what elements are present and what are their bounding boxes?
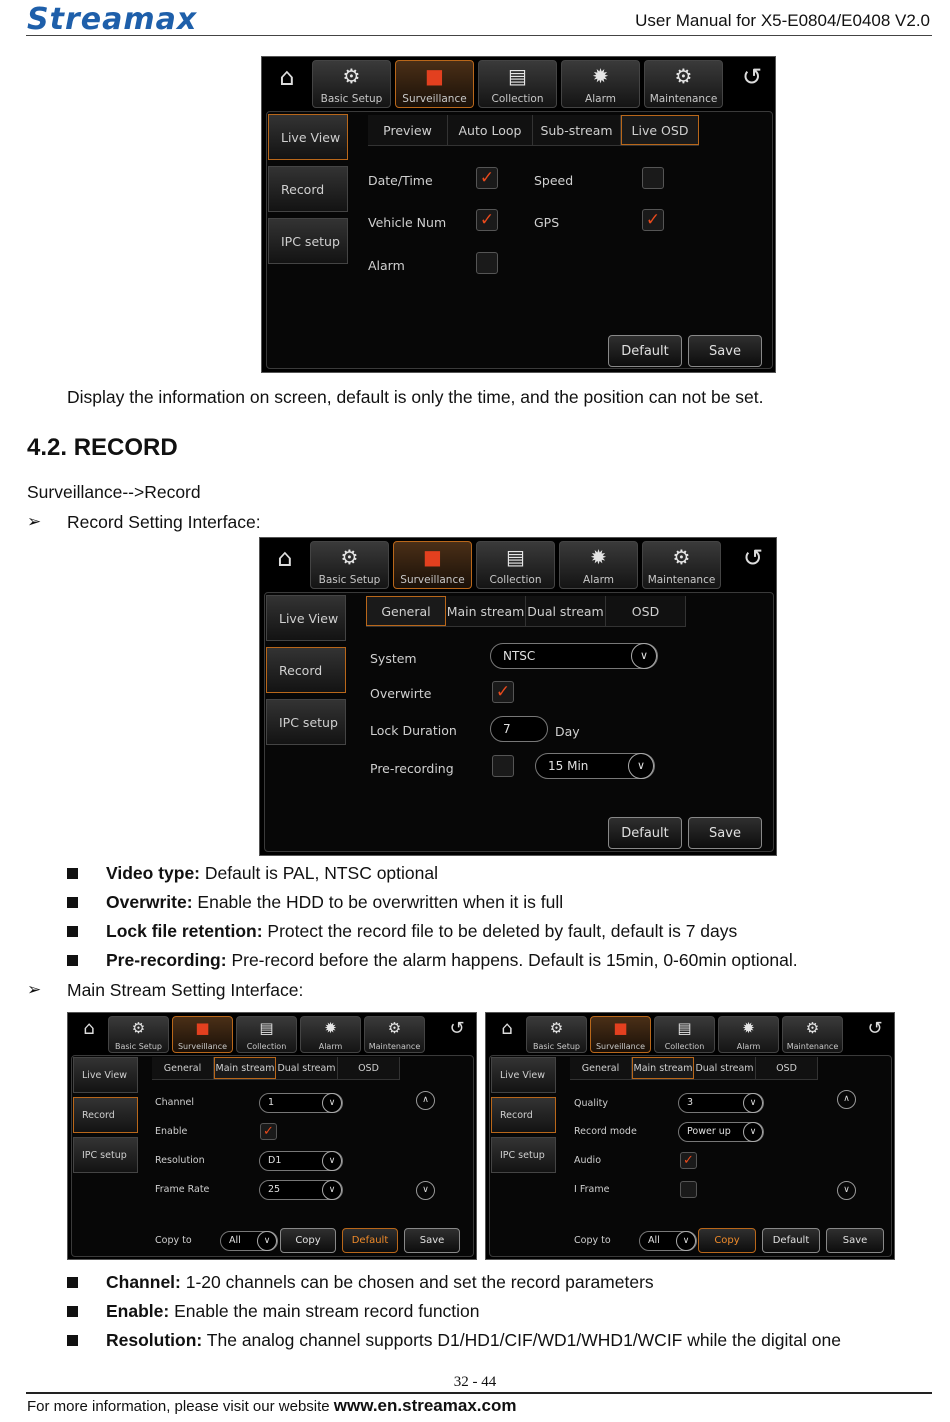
save-button[interactable]: Save bbox=[688, 817, 762, 849]
top-nav bbox=[526, 1016, 843, 1053]
record-general-screenshot bbox=[259, 537, 777, 856]
chevron-down-icon[interactable]: ∨ bbox=[322, 1093, 342, 1113]
gps-checkbox[interactable]: ✓ bbox=[642, 209, 664, 231]
page-number: 32 - 44 bbox=[453, 1374, 497, 1390]
square-bullet-icon bbox=[67, 897, 78, 908]
tab-dual-stream[interactable]: Dual stream bbox=[694, 1057, 756, 1079]
square-bullet-icon bbox=[67, 868, 78, 879]
main-stream-screenshot-1 bbox=[67, 1012, 477, 1260]
vehicle-num-label: Vehicle Num bbox=[368, 215, 447, 230]
bullet-enable: Enable: Enable the main stream record function bbox=[106, 1301, 480, 1321]
document-title: User Manual for X5-E0804/E0408 V2.0 bbox=[635, 11, 930, 30]
nav-basic-setup[interactable]: ⚙ Basic Setup bbox=[312, 60, 391, 108]
home-icon[interactable]: ⌂ bbox=[279, 63, 295, 91]
osd-caption: Display the information on screen, default is only the time, and the position can not be set. bbox=[67, 387, 764, 407]
date-time-label: Date/Time bbox=[368, 173, 433, 188]
section-heading: 4.2. RECORD bbox=[27, 434, 178, 461]
footer-divider bbox=[26, 1392, 932, 1394]
copy-to-label: Copy to bbox=[155, 1235, 192, 1246]
square-bullet-icon bbox=[67, 1335, 78, 1346]
camera-icon: ■ bbox=[425, 64, 444, 88]
chevron-down-icon[interactable]: ∨ bbox=[257, 1231, 277, 1251]
tab-main-stream[interactable]: Main stream bbox=[214, 1057, 276, 1079]
tab-general[interactable]: General bbox=[152, 1057, 214, 1079]
nav-surveillance[interactable]: ■ Surveillance bbox=[172, 1016, 233, 1053]
collection-icon: ▤ bbox=[506, 545, 525, 569]
gear-icon: ⚙ bbox=[342, 64, 361, 88]
gear-icon: ⚙ bbox=[549, 1019, 564, 1037]
side-live-view[interactable]: Live View bbox=[491, 1057, 556, 1093]
maintenance-icon: ⚙ bbox=[387, 1019, 402, 1037]
default-button[interactable]: Default bbox=[762, 1228, 820, 1253]
sub-tabs bbox=[368, 115, 699, 146]
nav-surveillance[interactable]: ■ Surveillance bbox=[395, 60, 474, 108]
audio-label: Audio bbox=[574, 1155, 602, 1166]
maintenance-icon: ⚙ bbox=[674, 64, 693, 88]
side-menu bbox=[268, 114, 348, 264]
side-menu bbox=[491, 1057, 556, 1173]
bullet-channel: Channel: 1-20 channels can be chosen and set the record parameters bbox=[106, 1272, 654, 1292]
chevron-down-icon[interactable]: ∨ bbox=[322, 1151, 342, 1171]
gear-icon: ⚙ bbox=[340, 545, 359, 569]
tab-live-osd[interactable]: Live OSD bbox=[621, 115, 699, 145]
alarm-icon: ✹ bbox=[742, 1019, 755, 1037]
camera-icon: ■ bbox=[423, 545, 442, 569]
main-stream-interface-label: Main Stream Setting Interface: bbox=[67, 980, 304, 1000]
nav-surveillance[interactable]: ■ Surveillance bbox=[590, 1016, 651, 1053]
quality-select[interactable]: 3 ∨ bbox=[678, 1093, 764, 1113]
nav-collection[interactable]: ▤ Collection bbox=[654, 1016, 715, 1053]
lock-unit-label: Day bbox=[555, 724, 580, 739]
top-nav bbox=[310, 541, 721, 589]
gear-icon: ⚙ bbox=[131, 1019, 146, 1037]
streamax-logo: Streamax bbox=[27, 2, 198, 37]
nav-surveillance[interactable]: ■ Surveillance bbox=[393, 541, 472, 589]
alarm-checkbox[interactable] bbox=[476, 252, 498, 274]
nav-basic-setup[interactable]: ⚙ Basic Setup bbox=[108, 1016, 169, 1053]
side-menu bbox=[266, 595, 346, 745]
overwrite-label: Overwirte bbox=[370, 686, 432, 701]
nav-alarm[interactable]: ✹ Alarm bbox=[561, 60, 640, 108]
side-record[interactable]: Record bbox=[268, 166, 348, 212]
resolution-label: Resolution bbox=[155, 1155, 205, 1166]
side-menu bbox=[73, 1057, 138, 1173]
scroll-up-icon[interactable]: ∧ bbox=[837, 1090, 856, 1109]
chevron-down-icon[interactable]: ∨ bbox=[743, 1093, 763, 1113]
record-mode-label: Record mode bbox=[574, 1126, 637, 1137]
nav-maintenance[interactable]: ⚙ Maintenance bbox=[364, 1016, 425, 1053]
side-ipc-setup[interactable]: IPC setup bbox=[73, 1137, 138, 1173]
tab-osd[interactable]: OSD bbox=[338, 1057, 400, 1079]
chevron-down-icon[interactable]: ∨ bbox=[322, 1180, 342, 1200]
alarm-label: Alarm bbox=[368, 258, 405, 273]
nav-alarm[interactable]: ✹ Alarm bbox=[300, 1016, 361, 1053]
footer-text: For more information, please visit our website www.en.streamax.com bbox=[27, 1396, 517, 1415]
pre-recording-select[interactable]: 15 Min ∨ bbox=[535, 753, 655, 779]
save-button[interactable]: Save bbox=[688, 335, 762, 367]
iframe-checkbox[interactable] bbox=[680, 1181, 697, 1198]
tab-osd[interactable]: OSD bbox=[756, 1057, 818, 1079]
chevron-down-icon[interactable]: ∨ bbox=[743, 1122, 763, 1142]
alarm-icon: ✹ bbox=[592, 64, 609, 88]
side-record[interactable]: Record bbox=[491, 1097, 556, 1133]
side-ipc-setup[interactable]: IPC setup bbox=[491, 1137, 556, 1173]
camera-icon: ■ bbox=[195, 1019, 210, 1037]
nav-collection[interactable]: ▤ Collection bbox=[236, 1016, 297, 1053]
square-bullet-icon bbox=[67, 1306, 78, 1317]
square-bullet-icon bbox=[67, 955, 78, 966]
gps-label: GPS bbox=[534, 215, 560, 230]
bullet-overwrite: Overwrite: Enable the HDD to be overwritten when it is full bbox=[106, 892, 564, 912]
nav-basic-setup[interactable]: ⚙ Basic Setup bbox=[310, 541, 389, 589]
speed-label: Speed bbox=[534, 173, 574, 188]
square-bullet-icon bbox=[67, 1277, 78, 1288]
scroll-down-icon[interactable]: ∨ bbox=[837, 1181, 856, 1200]
nav-basic-setup[interactable]: ⚙ Basic Setup bbox=[526, 1016, 587, 1053]
lock-duration-input[interactable]: 7 bbox=[490, 716, 548, 742]
side-record[interactable]: Record bbox=[266, 647, 346, 693]
side-ipc-setup[interactable]: IPC setup bbox=[266, 699, 346, 745]
top-nav bbox=[108, 1016, 425, 1053]
alarm-icon: ✹ bbox=[590, 545, 607, 569]
bullet-lock-file: Lock file retention: Protect the record file to be deleted by fault, default is 7 days bbox=[106, 921, 738, 941]
back-icon[interactable]: ↺ bbox=[741, 63, 763, 91]
top-nav bbox=[312, 60, 723, 108]
square-bullet-icon bbox=[67, 926, 78, 937]
menu-path: Surveillance-->Record bbox=[27, 482, 201, 502]
record-mode-select[interactable]: Power up ∨ bbox=[678, 1122, 764, 1142]
copy-button[interactable]: Copy bbox=[280, 1228, 336, 1253]
tab-main-stream[interactable]: Main stream bbox=[632, 1057, 694, 1079]
default-button[interactable]: Default bbox=[608, 817, 682, 849]
website-link[interactable]: www.en.streamax.com bbox=[333, 1396, 517, 1415]
tab-general[interactable]: General bbox=[366, 596, 446, 626]
scroll-down-icon[interactable]: ∨ bbox=[416, 1181, 435, 1200]
audio-checkbox[interactable]: ✓ bbox=[680, 1152, 697, 1169]
lock-duration-label: Lock Duration bbox=[370, 723, 457, 738]
home-icon[interactable]: ⌂ bbox=[83, 1018, 95, 1039]
resolution-select[interactable]: D1 ∨ bbox=[259, 1151, 343, 1171]
collection-icon: ▤ bbox=[677, 1019, 692, 1037]
save-button[interactable]: Save bbox=[404, 1228, 460, 1253]
system-select[interactable]: NTSC ∨ bbox=[490, 643, 658, 669]
nav-maintenance[interactable]: ⚙ Maintenance bbox=[642, 541, 721, 589]
sub-tabs bbox=[570, 1057, 818, 1080]
back-icon[interactable]: ↺ bbox=[742, 544, 764, 572]
side-live-view[interactable]: Live View bbox=[266, 595, 346, 641]
chevron-down-icon[interactable]: ∨ bbox=[628, 753, 654, 779]
camera-icon: ■ bbox=[613, 1019, 628, 1037]
arrow-bullet-icon: ➢ bbox=[27, 512, 42, 531]
tab-preview[interactable]: Preview bbox=[368, 115, 448, 145]
enable-checkbox[interactable]: ✓ bbox=[260, 1123, 277, 1140]
tab-osd[interactable]: OSD bbox=[606, 596, 686, 626]
maintenance-icon: ⚙ bbox=[805, 1019, 820, 1037]
default-button[interactable]: Default bbox=[608, 335, 682, 367]
channel-select[interactable]: 1 ∨ bbox=[259, 1093, 343, 1113]
nav-alarm[interactable]: ✹ Alarm bbox=[718, 1016, 779, 1053]
side-record[interactable]: Record bbox=[73, 1097, 138, 1133]
back-icon[interactable]: ↺ bbox=[449, 1018, 465, 1039]
frame-rate-label: Frame Rate bbox=[155, 1184, 210, 1195]
save-button[interactable]: Save bbox=[826, 1228, 884, 1253]
nav-collection[interactable]: ▤ Collection bbox=[478, 60, 557, 108]
copy-to-select[interactable]: All ∨ bbox=[639, 1231, 697, 1251]
channel-label: Channel bbox=[155, 1097, 195, 1108]
pre-recording-label: Pre-recording bbox=[370, 761, 454, 776]
nav-collection[interactable]: ▤ Collection bbox=[476, 541, 555, 589]
alarm-icon: ✹ bbox=[324, 1019, 337, 1037]
bullet-pre-recording: Pre-recording: Pre-record before the alarm happens. Default is 15min, 0-60min optional. bbox=[106, 950, 798, 970]
date-time-checkbox[interactable]: ✓ bbox=[476, 167, 498, 189]
side-live-view[interactable]: Live View bbox=[268, 114, 348, 160]
home-icon[interactable]: ⌂ bbox=[277, 544, 293, 572]
iframe-label: I Frame bbox=[574, 1184, 610, 1195]
vehicle-num-checkbox[interactable]: ✓ bbox=[476, 209, 498, 231]
system-label: System bbox=[370, 651, 417, 666]
tab-dual-stream[interactable]: Dual stream bbox=[276, 1057, 338, 1079]
chevron-down-icon[interactable]: ∨ bbox=[631, 643, 657, 669]
tab-general[interactable]: General bbox=[570, 1057, 632, 1079]
side-ipc-setup[interactable]: IPC setup bbox=[268, 218, 348, 264]
sub-tabs bbox=[366, 596, 686, 627]
collection-icon: ▤ bbox=[259, 1019, 274, 1037]
bullet-video-type: Video type: Default is PAL, NTSC optional bbox=[106, 863, 438, 883]
overwrite-checkbox[interactable]: ✓ bbox=[492, 681, 514, 703]
home-icon[interactable]: ⌂ bbox=[501, 1018, 513, 1039]
collection-icon: ▤ bbox=[508, 64, 527, 88]
side-live-view[interactable]: Live View bbox=[73, 1057, 138, 1093]
nav-alarm[interactable]: ✹ Alarm bbox=[559, 541, 638, 589]
main-stream-screenshot-2 bbox=[485, 1012, 895, 1260]
frame-rate-select[interactable]: 25 ∨ bbox=[259, 1180, 343, 1200]
back-icon[interactable]: ↺ bbox=[867, 1018, 883, 1039]
record-interface-label: Record Setting Interface: bbox=[67, 512, 261, 532]
pre-recording-checkbox[interactable] bbox=[492, 755, 514, 777]
tab-sub-stream[interactable]: Sub-stream bbox=[533, 115, 621, 145]
copy-button[interactable]: Copy bbox=[698, 1228, 756, 1253]
copy-to-label: Copy to bbox=[574, 1235, 611, 1246]
scroll-up-icon[interactable]: ∧ bbox=[416, 1091, 435, 1110]
tab-dual-stream[interactable]: Dual stream bbox=[526, 596, 606, 626]
copy-to-select[interactable]: All ∨ bbox=[220, 1231, 278, 1251]
nav-maintenance[interactable]: ⚙ Maintenance bbox=[782, 1016, 843, 1053]
tab-auto-loop[interactable]: Auto Loop bbox=[448, 115, 533, 145]
maintenance-icon: ⚙ bbox=[672, 545, 691, 569]
speed-checkbox[interactable] bbox=[642, 167, 664, 189]
default-button[interactable]: Default bbox=[342, 1228, 398, 1253]
sub-tabs bbox=[152, 1057, 400, 1080]
enable-label: Enable bbox=[155, 1126, 188, 1137]
tab-main-stream[interactable]: Main stream bbox=[446, 596, 526, 626]
quality-label: Quality bbox=[574, 1098, 608, 1109]
arrow-bullet-icon: ➢ bbox=[27, 980, 42, 999]
header-divider bbox=[26, 35, 932, 36]
live-osd-screenshot bbox=[261, 56, 776, 373]
nav-maintenance[interactable]: ⚙ Maintenance bbox=[644, 60, 723, 108]
chevron-down-icon[interactable]: ∨ bbox=[676, 1231, 696, 1251]
bullet-resolution: Resolution: The analog channel supports D1/HD1/CIF/WD1/WHD1/WCIF while the digital one bbox=[106, 1330, 841, 1350]
